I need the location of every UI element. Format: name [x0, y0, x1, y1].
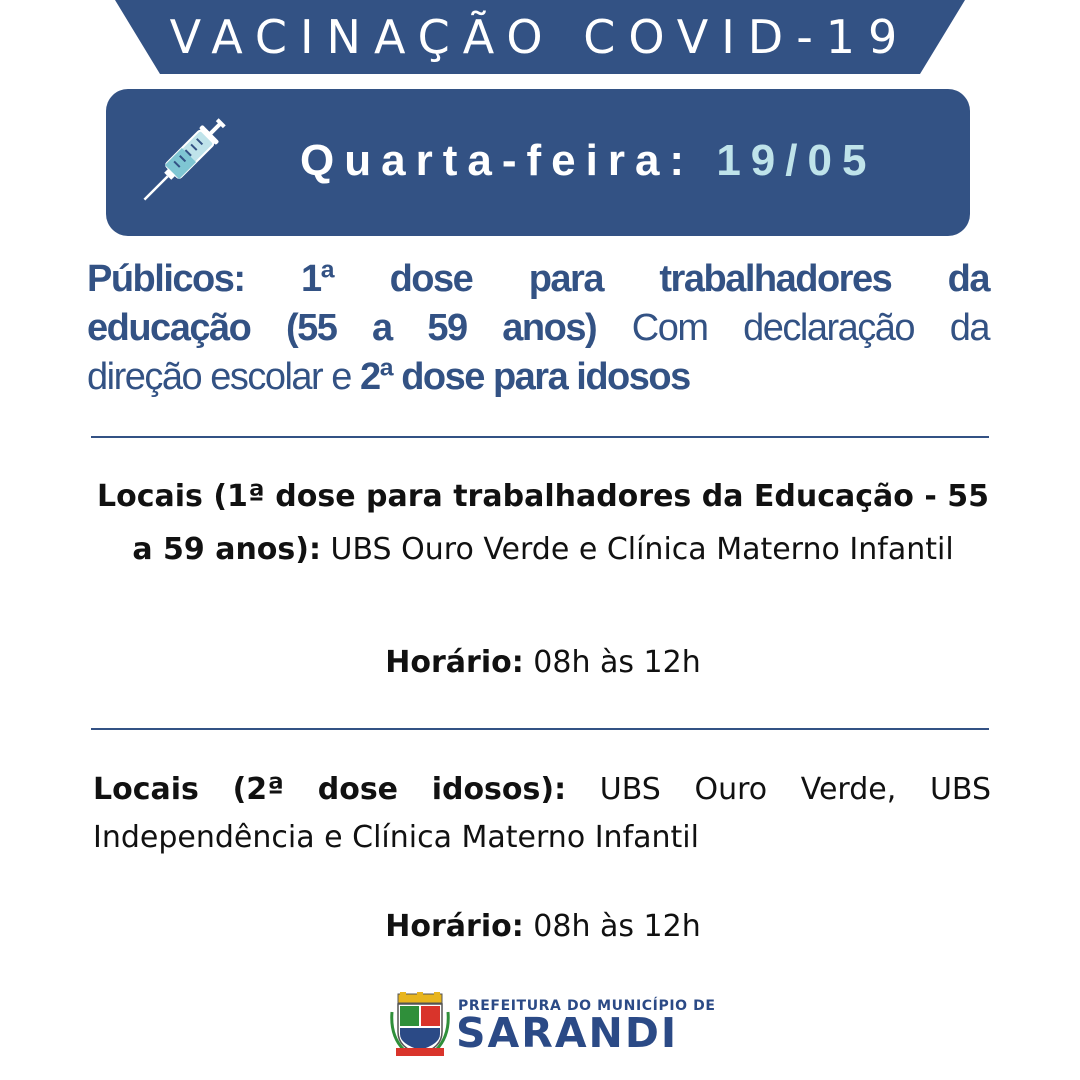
section2-horario-value: 08h às 12h: [533, 909, 701, 944]
top-banner: [0, 0, 1080, 74]
weekday-label: Quarta-feira:: [300, 136, 695, 185]
section1-value: UBS Ouro Verde e Clínica Materno Infantil: [330, 532, 954, 567]
section2-horario-label: Horário:: [385, 909, 524, 944]
banner-title: VACINAÇÃO COVID-19: [169, 10, 911, 64]
date-value: 19/05: [716, 136, 877, 185]
divider-2: [91, 728, 989, 730]
section1-locais: [94, 470, 992, 576]
divider-1: [91, 436, 989, 438]
section1-horario: [94, 638, 992, 688]
section2-horario: [94, 902, 992, 952]
publicos-paragraph: [87, 255, 989, 402]
publicos-line-2: educação (55 a 59 anos) Com declaração da: [87, 307, 989, 349]
section2-locais: [93, 766, 991, 862]
publicos-line-1: Públicos: 1ª dose para trabalhadores da: [87, 258, 989, 300]
section1-horario-value: 08h às 12h: [533, 645, 701, 680]
date-line: [300, 133, 876, 189]
section2-line-1: Locais (2ª dose idosos): UBS Ouro Verde, UBS: [93, 772, 991, 807]
publicos-line-3: direção escolar e 2ª dose para idosos: [87, 356, 690, 398]
logo-top-text: PREFEITURA DO MUNICÍPIO DE: [458, 998, 716, 1014]
crest-icon: [390, 992, 450, 1058]
logo-main-text: SARANDI: [456, 1009, 679, 1057]
syringe-icon: [128, 104, 240, 216]
section1-horario-label: Horário:: [385, 645, 524, 680]
section2-line-2: Independência e Clínica Materno Infantil: [93, 820, 699, 855]
section1-label: Locais (1ª dose para trabalhadores da Educação - 55 a 59 anos):: [97, 479, 989, 567]
